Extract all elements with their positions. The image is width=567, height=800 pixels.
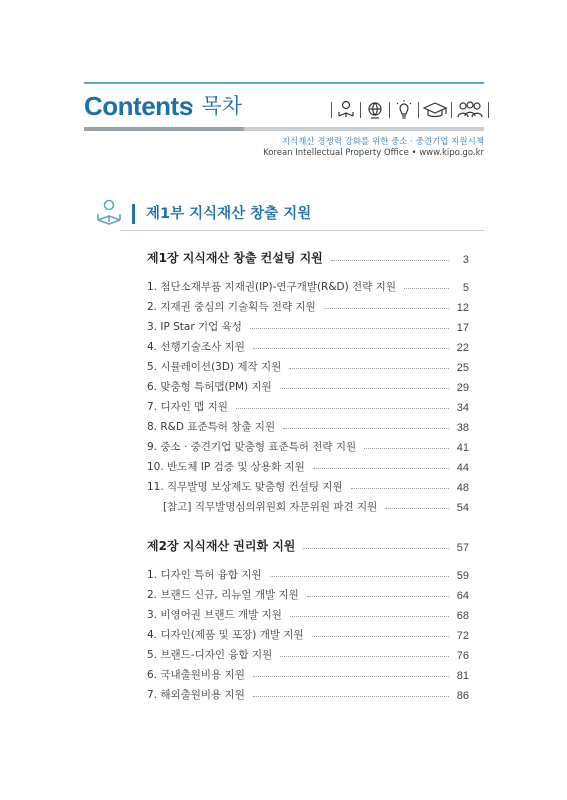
dot-leader [250, 328, 449, 329]
page-number: 59 [456, 570, 469, 582]
dot-leader [351, 488, 449, 489]
toc-item[interactable] [147, 334, 469, 354]
page-number: 25 [456, 362, 469, 374]
toc-item-title: 1. 디자인 특허 융합 지원 [147, 569, 262, 581]
toc-item-title: 4. 디자인(제품 및 포장) 개발 지원 [147, 629, 304, 641]
globe-icon [364, 99, 386, 121]
toc-item[interactable] [147, 682, 469, 702]
dot-leader [236, 408, 449, 409]
page-number: 17 [456, 322, 469, 334]
top-rule [84, 82, 484, 84]
page-number: 72 [456, 630, 469, 642]
separator [418, 102, 419, 118]
dot-leader [253, 696, 449, 697]
dot-leader [313, 468, 449, 469]
part-title: 제1부 지식재산 창출 지원 [146, 206, 312, 222]
toc-item-title: [참고] 직무발명심의위원회 자문위원 파견 지원 [163, 501, 378, 513]
toc-item[interactable] [147, 622, 469, 642]
dot-leader [324, 308, 449, 309]
chapter-heading[interactable] [147, 532, 469, 554]
separator [451, 102, 452, 118]
page-number: 3 [462, 254, 469, 266]
lightbulb-icon [393, 99, 415, 121]
page-number: 5 [462, 282, 469, 294]
toc-item-title: 7. 해외출원비용 지원 [147, 689, 245, 701]
page-number: 22 [456, 342, 469, 354]
header-icon-strip [328, 97, 492, 123]
toc-item-title: 8. R&D 표준특허 창출 지원 [147, 421, 276, 433]
toc-item-title: 3. 비영어권 브랜드 개발 지원 [147, 609, 282, 621]
page-number: 29 [456, 382, 469, 394]
toc-item-title: 9. 중소 · 중견기업 맞춤형 표준특허 전략 지원 [147, 441, 357, 453]
title-rule-accent [84, 127, 244, 131]
toc-item[interactable] [147, 494, 469, 514]
toc-item[interactable] [147, 642, 469, 662]
chapter1-toc [147, 244, 469, 514]
toc-item-title: 7. 디자인 맵 지원 [147, 401, 228, 413]
toc-item-title: 2. 지재권 중심의 기술획득 전략 지원 [147, 301, 316, 313]
part-accent-bar [132, 204, 135, 224]
page-number: 41 [456, 442, 469, 454]
toc-item-title: 6. 국내출원비용 지원 [147, 669, 245, 681]
toc-item[interactable] [147, 474, 469, 494]
toc-item[interactable] [147, 274, 469, 294]
subtitle-english: Korean Intellectual Property Office • www.kipo.go.kr [263, 148, 484, 158]
toc-item[interactable] [147, 394, 469, 414]
dot-leader [270, 576, 449, 577]
reader-icon [335, 99, 357, 121]
toc-item-title: 5. 브랜드-디자인 융합 지원 [147, 649, 273, 661]
dot-leader [385, 508, 449, 509]
toc-item-title: 5. 시뮬레이션(3D) 제작 지원 [147, 361, 282, 373]
toc-item[interactable] [147, 314, 469, 334]
toc-item-title: 10. 반도체 IP 검증 및 상용화 지원 [147, 461, 305, 473]
page-number: 48 [456, 482, 469, 494]
chapter2-toc [147, 532, 469, 702]
chapter-title: 제2장 지식재산 권리화 지원 [147, 539, 296, 553]
graduation-cap-icon [422, 99, 448, 121]
toc-item-title: 11. 직무발명 보상제도 맞춤형 컨설팅 지원 [147, 481, 343, 493]
toc-item[interactable] [147, 374, 469, 394]
toc-item[interactable] [147, 602, 469, 622]
toc-item-title: 2. 브랜드 신규, 리뉴얼 개발 지원 [147, 589, 299, 601]
dot-leader [312, 636, 449, 637]
dot-leader [289, 368, 449, 369]
toc-item[interactable] [147, 414, 469, 434]
toc-item-title: 3. IP Star 기업 육성 [147, 321, 242, 333]
subtitle-korean: 지식재산 경쟁력 강화를 위한 중소 · 중견기업 지원시책 [281, 137, 484, 147]
page-number: 38 [456, 422, 469, 434]
dot-leader [283, 428, 449, 429]
toc-item[interactable] [147, 294, 469, 314]
dot-leader [280, 656, 449, 657]
toc-item[interactable] [147, 454, 469, 474]
reader-icon [94, 198, 124, 226]
page-number: 76 [456, 650, 469, 662]
page-number: 64 [456, 590, 469, 602]
page-number: 12 [456, 302, 469, 314]
page-number: 44 [456, 462, 469, 474]
separator [389, 102, 390, 118]
dot-leader [404, 288, 449, 289]
dot-leader [307, 596, 449, 597]
page-number: 34 [456, 402, 469, 414]
page-number: 81 [456, 670, 469, 682]
separator [360, 102, 361, 118]
toc-item-title: 6. 맞춤형 특허맵(PM) 지원 [147, 381, 272, 393]
dot-leader [303, 548, 449, 549]
toc-item[interactable] [147, 662, 469, 682]
dot-leader [280, 388, 449, 389]
separator [331, 102, 332, 118]
chapter-title: 제1장 지식재산 창출 컨설팅 지원 [147, 251, 323, 265]
toc-item[interactable] [147, 562, 469, 582]
dot-leader [290, 616, 449, 617]
mokcha-heading: · 목차 [188, 94, 242, 118]
dot-leader [331, 260, 449, 261]
dot-leader [253, 676, 449, 677]
toc-item[interactable] [147, 434, 469, 454]
dot-leader [253, 348, 449, 349]
page-number: 54 [456, 502, 469, 514]
part-divider [120, 230, 484, 231]
page-number: 86 [456, 690, 469, 702]
contents-heading: Contents [84, 91, 193, 121]
page-number: 57 [456, 542, 469, 554]
chapter-heading[interactable] [147, 244, 469, 266]
people-icon [455, 99, 485, 121]
page-number: 68 [456, 610, 469, 622]
dot-leader [364, 448, 449, 449]
separator [488, 102, 489, 118]
toc-item[interactable] [147, 354, 469, 374]
toc-item-title: 4. 선행기술조사 지원 [147, 341, 245, 353]
toc-item[interactable] [147, 582, 469, 602]
toc-item-title: 1. 첨단소재부품 지재권(IP)-연구개발(R&D) 전략 지원 [147, 281, 396, 293]
